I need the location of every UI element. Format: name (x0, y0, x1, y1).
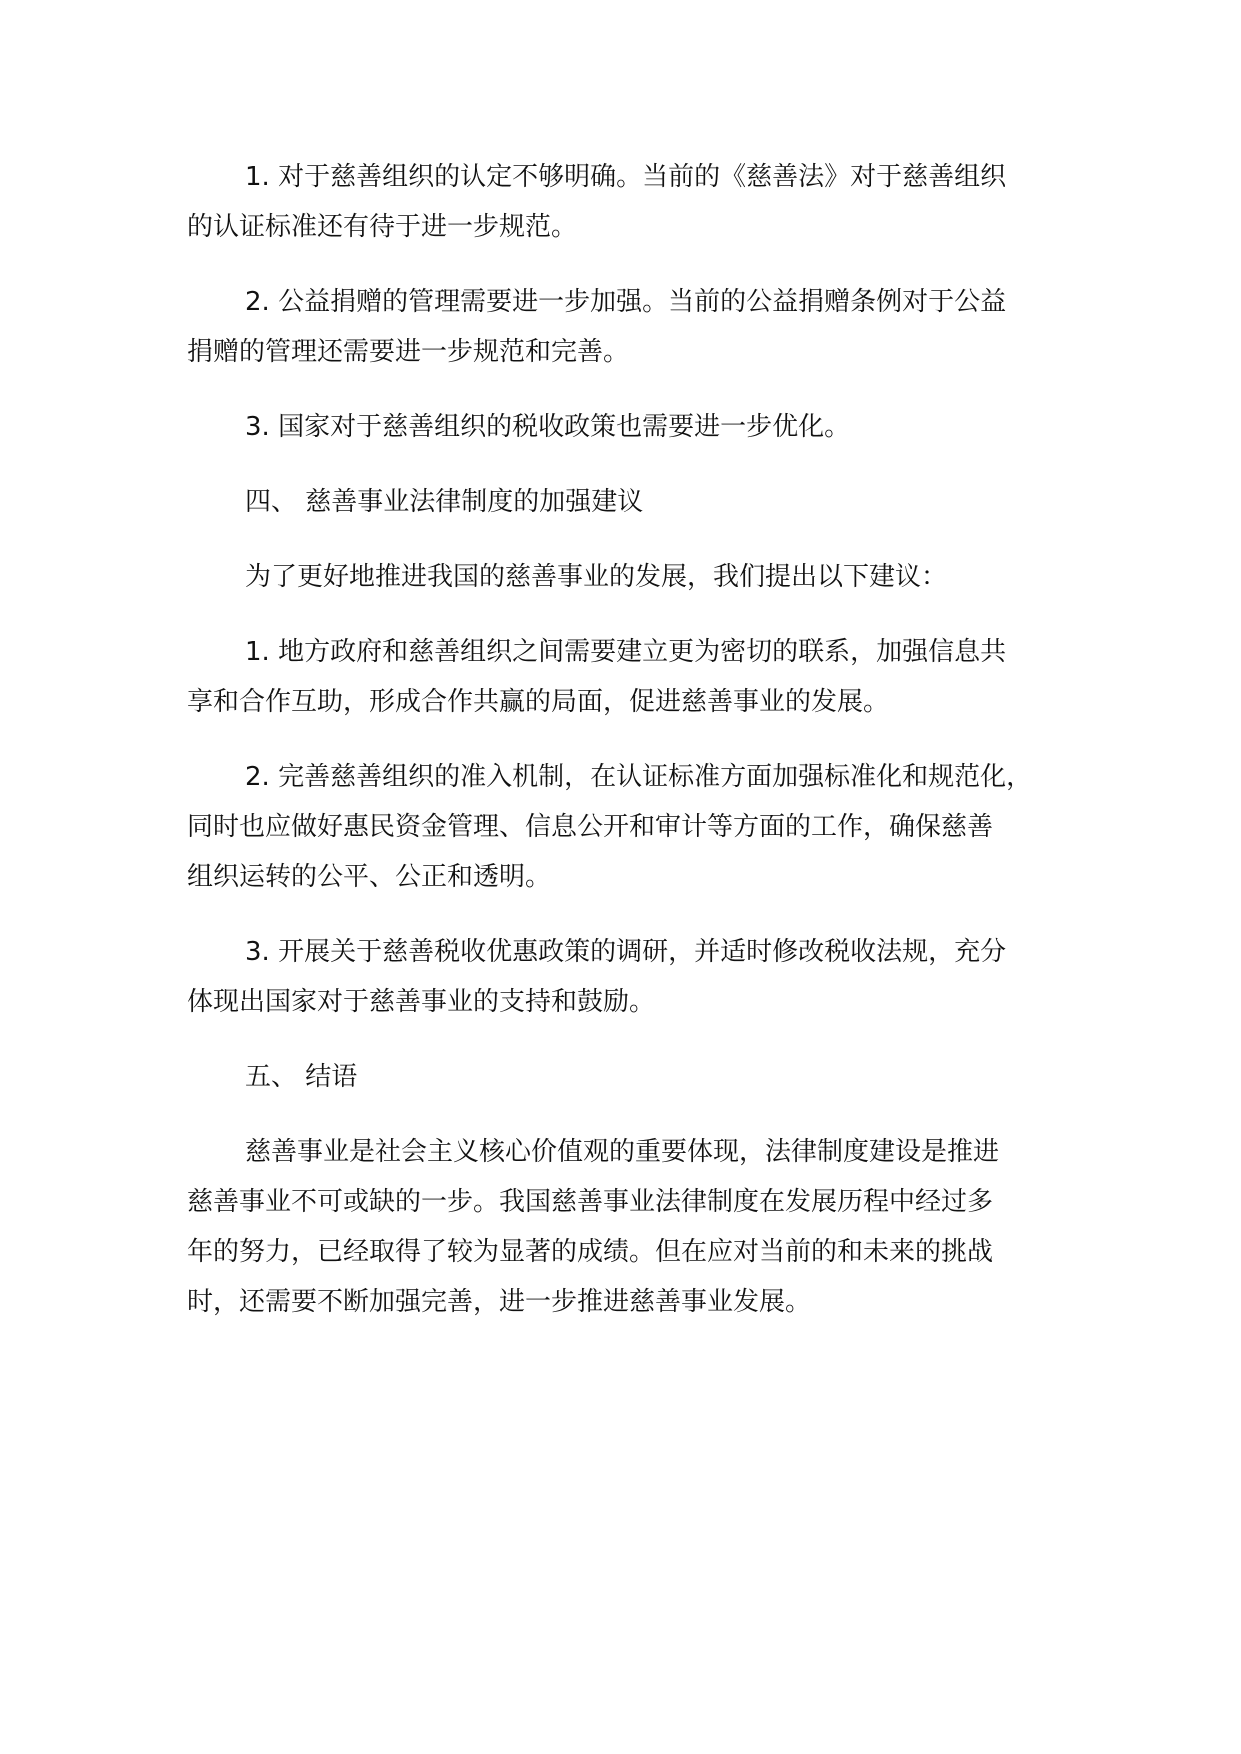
text-line: 慈善事业不可或缺的一步。我国慈善事业法律制度在发展历程中经过多 (187, 1187, 994, 1217)
text-line: 为了更好地推进我国的慈善事业的发展，我们提出以下建议： (245, 562, 948, 592)
text-line: 慈善事业是社会主义核心价值观的重要体现，法律制度建设是推进 (245, 1137, 1000, 1167)
text-line: 捐赠的管理还需要进一步规范和完善。 (187, 337, 630, 367)
text-line: 3. 国家对于慈善组织的税收政策也需要进一步优化。 (245, 412, 851, 442)
text-line: 年的努力，已经取得了较为显著的成绩。但在应对当前的和未来的挑战 (187, 1237, 994, 1267)
text-line: 2. 公益捐赠的管理需要进一步加强。当前的公益捐赠条例对于公益 (245, 287, 1007, 317)
paragraph-suggestions-intro (187, 552, 1067, 602)
text-line: 享和合作互助，形成合作共赢的局面，促进慈善事业的发展。 (187, 687, 890, 717)
text-line: 1. 地方政府和慈善组织之间需要建立更为密切的联系，加强信息共 (245, 637, 1007, 667)
heading-text: 四、 慈善事业法律制度的加强建议 (245, 487, 644, 517)
text-line: 组织运转的公平、公正和透明。 (187, 862, 552, 892)
text-line: 2. 完善慈善组织的准入机制，在认证标准方面加强标准化和规范化， (245, 762, 1033, 792)
paragraph-suggestion-1 (187, 627, 1067, 727)
paragraph-suggestion-3 (187, 927, 1067, 1027)
document-body (187, 152, 1067, 1352)
paragraph-tax-policy (187, 402, 1067, 452)
text-line: 同时也应做好惠民资金管理、信息公开和审计等方面的工作，确保慈善 (187, 812, 994, 842)
paragraph-conclusion (187, 1127, 1067, 1327)
paragraph-donation-management (187, 277, 1067, 377)
text-line: 时，还需要不断加强完善，进一步推进慈善事业发展。 (187, 1287, 812, 1317)
text-line: 1. 对于慈善组织的认定不够明确。当前的《慈善法》对于慈善组织 (245, 162, 1007, 192)
paragraph-suggestion-2 (187, 752, 1067, 902)
paragraph-charity-org-recognition (187, 152, 1067, 252)
section-heading-5 (187, 1052, 1067, 1102)
text-line: 的认证标准还有待于进一步规范。 (187, 212, 578, 242)
text-line: 体现出国家对于慈善事业的支持和鼓励。 (187, 987, 656, 1017)
text-line: 3. 开展关于慈善税收优惠政策的调研，并适时修改税收法规，充分 (245, 937, 1007, 967)
heading-text: 五、 结语 (245, 1062, 358, 1092)
section-heading-4 (187, 477, 1067, 527)
